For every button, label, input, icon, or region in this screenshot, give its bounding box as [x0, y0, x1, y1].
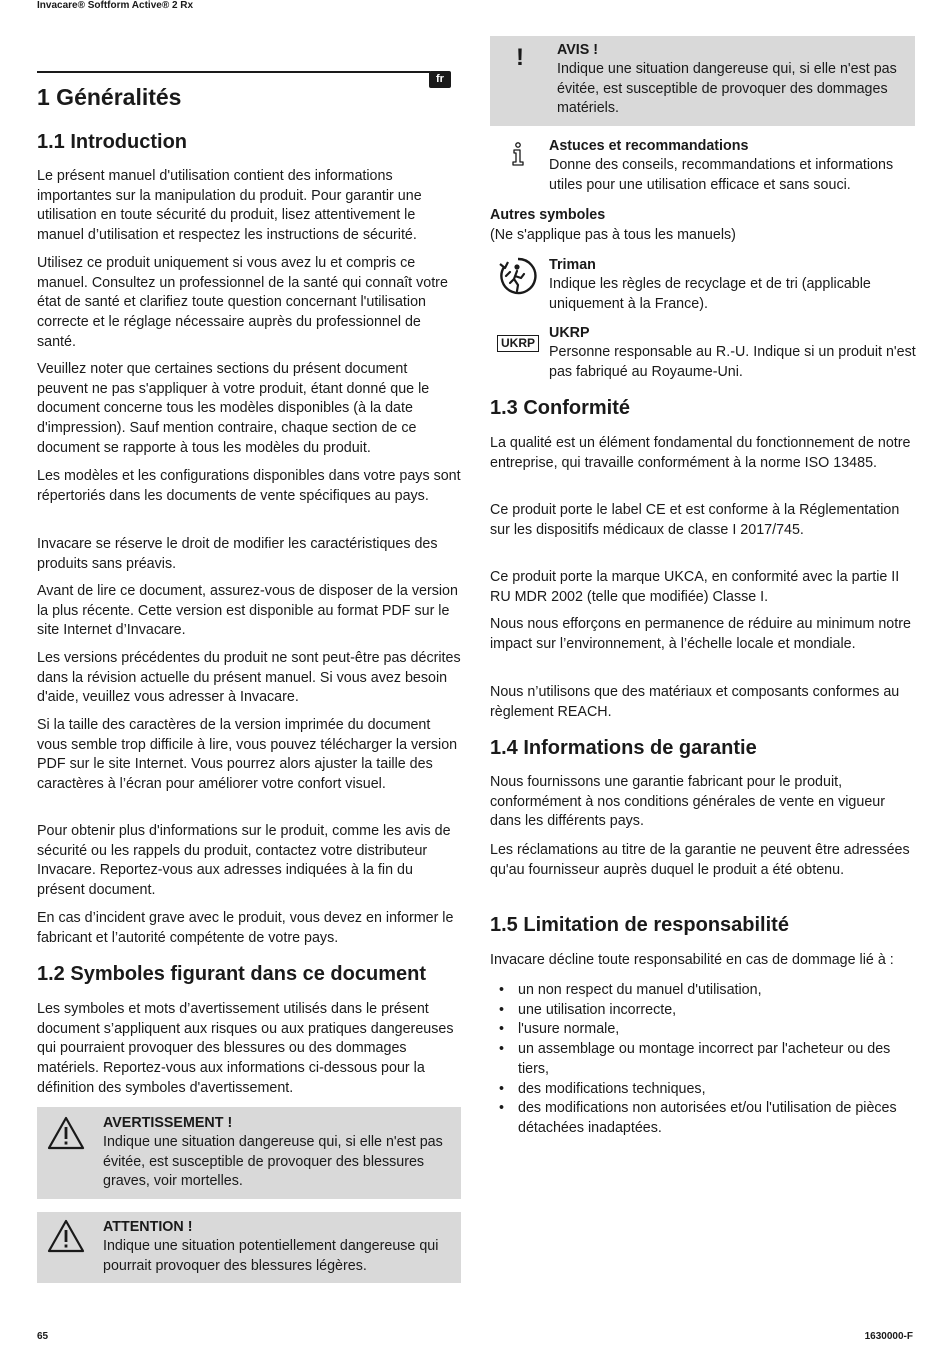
section-1-5-title: 1.5 Limitation de responsabilité — [490, 914, 789, 936]
other-symbols-title: Autres symboles — [490, 207, 606, 223]
list-item: • une utilisation incorrecte, — [490, 1001, 915, 1021]
symbols-intro: Les symboles et mots d’avertissement utilisés dans le présent document s’appliquent aux risques ou aux pratiques dangereuses qui pourraient provoquer des blessures ou des dommages matériels. Reportez-vous aux informations ci-dessous pour la définition des symboles d'avertissement. — [37, 1001, 454, 1096]
language-badge: fr — [429, 71, 451, 88]
triman-icon — [497, 255, 539, 302]
document-number: 1630000-F — [864, 1331, 913, 1342]
warranty-paragraph-2: Les réclamations au titre de la garantie ne peuvent être adressées qu'au fournisseur auprès duquel le produit a été obtenu. — [490, 842, 910, 878]
chapter-title: 1 Généralités — [37, 84, 182, 110]
exclamation-icon: ! — [516, 44, 524, 71]
notice-box — [490, 36, 915, 126]
conformity-paragraph-4: Nous nous efforçons en permanence de réduire au minimum notre impact sur l’environnement, à l’échelle locale et mondiale. — [490, 616, 911, 652]
caution-triangle-icon — [47, 1219, 85, 1258]
section-1-4-title: 1.4 Informations de garantie — [490, 737, 757, 759]
intro-paragraph-4: Les modèles et les configurations disponibles dans votre pays sont répertoriés dans les documents de vente spécifiques au pays. — [37, 468, 461, 504]
warning-triangle-icon — [47, 1116, 85, 1155]
header-title: Invacare® Softform Active® 2 Rx — [37, 0, 194, 11]
attention-box — [37, 1212, 461, 1283]
ukrp-badge: UKRP — [497, 335, 539, 352]
intro-paragraph-5: Invacare se réserve le droit de modifier les caractéristiques des produits sans préavis. — [37, 536, 438, 572]
conformity-paragraph-2: Ce produit porte le label CE et est conforme à la Réglementation sur les dispositifs médicaux de classe I 2017/745. — [490, 502, 900, 538]
liability-list — [490, 981, 915, 1139]
conformity-paragraph-5: Nous n’utilisons que des matériaux et composants conformes au règlement REACH. — [490, 684, 900, 720]
intro-paragraph-10: En cas d’incident grave avec le produit, vous devez en informer le fabricant et l’autorité compétente de votre pays. — [37, 910, 454, 946]
triman-text: Indique les règles de recyclage et de tri (applicable uniquement à la France). — [549, 276, 871, 312]
list-item: • l'usure normale, — [490, 1020, 915, 1040]
other-symbols-subtitle: (Ne s'applique pas à tous les manuels) — [490, 227, 736, 243]
notice-text: Indique une situation dangereuse qui, si elle n'est pas évitée, est susceptible de provoquer des dommages matériels. — [557, 61, 897, 117]
list-item: • un assemblage ou montage incorrect par l'acheteur ou des tiers, — [490, 1040, 915, 1079]
intro-paragraph-1: Le présent manuel d'utilisation contient des informations importantes sur la manipulation du produit. Pour garantir une utilisation en toute sécurité du produit, lisez attentivement le manuel d’utilisation et respectez les instructions de sécurité. — [37, 168, 422, 244]
warranty-paragraph-1: Nous fournissons une garantie fabricant pour le produit, conformément à nos conditions générales de vente en vigueur dans les différents pays. — [490, 774, 886, 830]
warning-box — [37, 1107, 461, 1199]
section-1-3-title: 1.3 Conformité — [490, 397, 631, 419]
conformity-paragraph-1: La qualité est un élément fondamental du fonctionnement de notre entreprise, qui travaille conformément à la norme ISO 13485. — [490, 435, 911, 471]
intro-paragraph-6: Avant de lire ce document, assurez-vous de disposer de la version la plus récente. Cette version est disponible au format PDF sur le site Internet d’Invacare. — [37, 583, 458, 639]
intro-paragraph-7: Les versions précédentes du produit ne sont peut-être pas décrites dans la révision actuelle du présent manuel. Si vous avez besoin d'aide, veuillez vous adresser à Invacare. — [37, 650, 461, 706]
info-icon — [510, 142, 526, 171]
liability-intro: Invacare décline toute responsabilité en cas de dommage lié à : — [490, 952, 894, 968]
list-item: • des modifications techniques, — [490, 1080, 915, 1100]
list-item: • un non respect du manuel d'utilisation, — [490, 981, 915, 1001]
intro-paragraph-8: Si la taille des caractères de la version imprimée du document vous semble trop difficile à lire, vous pouvez télécharger la version PDF sur le site Internet. Vous pourrez alors ajuster la taille des caractères à l’écran pour améliorer votre confort visuel. — [37, 717, 458, 793]
page-number: 65 — [37, 1331, 49, 1342]
warning-title: AVERTISSEMENT ! — [103, 1115, 233, 1131]
intro-paragraph-2: Utilisez ce produit uniquement si vous avez lu et compris ce manuel. Consultez un professionnel de la santé qui connaît votre état de santé et clarifiez toute question concernant l'utilisation correcte et le réglage nécessaire auprès du professionnel de santé. — [37, 255, 448, 350]
conformity-paragraph-3: Ce produit porte la marque UKCA, en conformité avec la partie II RU MDR 2002 (telle que modifiée) Classe I. — [490, 569, 900, 605]
list-item: • des modifications non autorisées et/ou l'utilisation de pièces détachées inadaptées. — [490, 1099, 915, 1138]
ukrp-title: UKRP — [549, 325, 590, 341]
attention-text: Indique une situation potentiellement dangereuse qui pourrait provoquer des blessures légères. — [103, 1238, 439, 1274]
intro-paragraph-3: Veuillez noter que certaines sections du présent document peuvent ne pas s'appliquer à votre produit, étant donné que le document concerne tous les modèles disponibles (à la date d'impression). Sauf mention contraire, chaque section de ce document se rapporte à tous les modèles du produit. — [37, 361, 430, 456]
notice-title: AVIS ! — [557, 42, 599, 58]
tips-text: Donne des conseils, recommandations et informations utiles pour une utilisation efficace et sans souci. — [549, 157, 894, 193]
tips-title: Astuces et recommandations — [549, 138, 749, 154]
warning-text: Indique une situation dangereuse qui, si elle n'est pas évitée, est susceptible de provoquer des blessures graves, voir mortelles. — [103, 1134, 443, 1190]
section-1-1-title: 1.1 Introduction — [37, 131, 187, 153]
intro-paragraph-9: Pour obtenir plus d'informations sur le produit, comme les avis de sécurité ou les rappels du produit, contactez votre distributeur Invacare. Reportez-vous aux adresses indiquées à la fin du présent document. — [37, 823, 451, 899]
triman-title: Triman — [549, 257, 596, 273]
ukrp-text: Personne responsable au R.-U. Indique si un produit n'est pas fabriqué au Royaume-Uni. — [549, 344, 916, 380]
top-rule — [37, 71, 430, 73]
attention-title: ATTENTION ! — [103, 1219, 193, 1235]
section-1-2-title: 1.2 Symboles figurant dans ce document — [37, 963, 426, 985]
